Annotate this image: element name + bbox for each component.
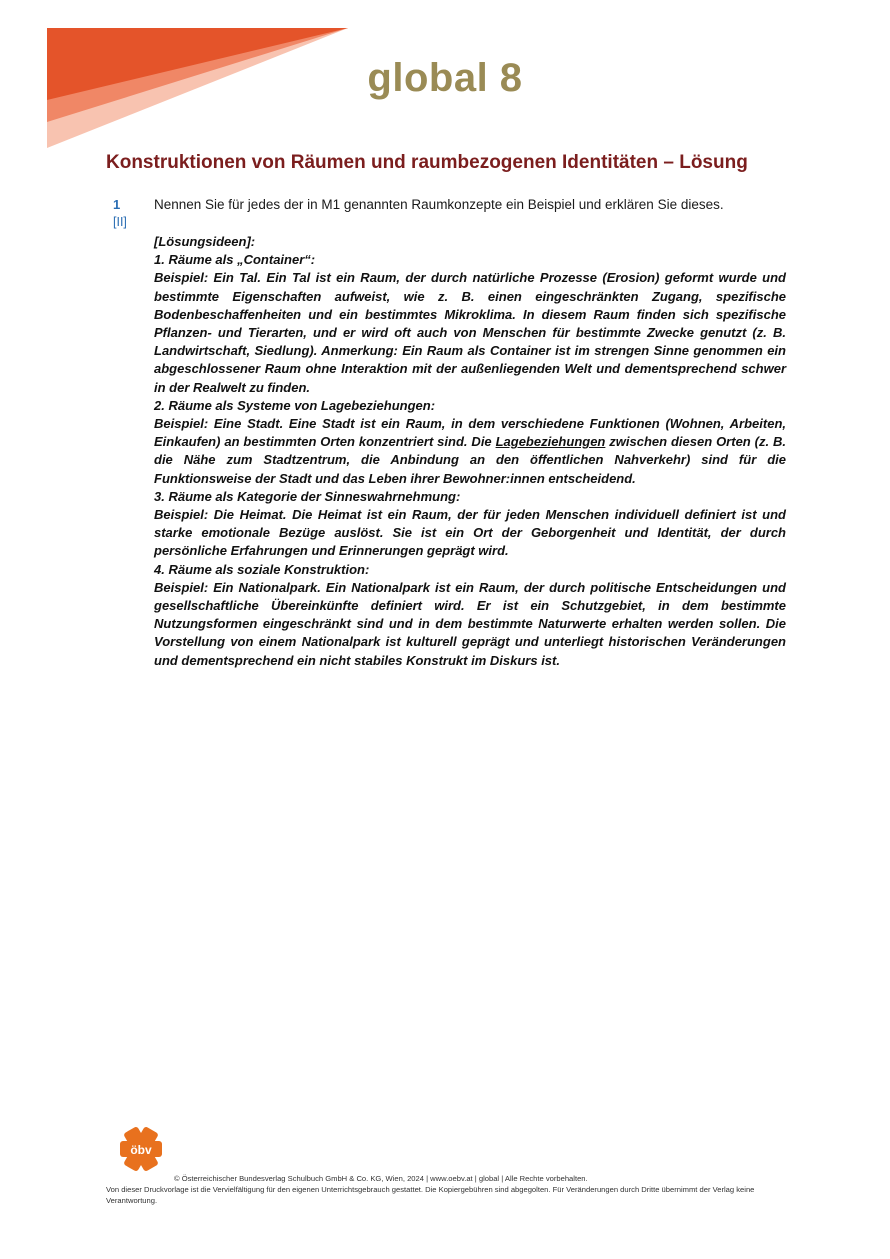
solution-text: [154, 415, 786, 488]
task-number: 1: [113, 197, 121, 212]
solution-heading: 2. Räume als Systeme von Lagebeziehungen:: [154, 397, 436, 413]
footer-disclaimer: Von dieser Druckvorlage ist die Vervielfältigung für den eigenen Unterrichtsgebrauch gestattet. Die Kopiergebühren sind abgegolten. Für Veränderungen durch Dritte übernimmt der Verlag keine Verantwortung.: [106, 1185, 755, 1205]
svg-text:öbv: öbv: [130, 1143, 152, 1157]
solution-heading: 1. Räume als „Container“:: [154, 252, 316, 268]
underlined-term: Lagebeziehungen: [495, 434, 606, 450]
solution-heading: 4. Räume als soziale Konstruktion:: [154, 561, 370, 577]
page-title: Konstruktionen von Räumen und raumbezogenen Identitäten – Lösung: [106, 152, 748, 173]
footer-copyright: © Österreichischer Bundesverlag Schulbuch GmbH & Co. KG, Wien, 2024 | www.oebv.at | global | Alle Rechte vorbehalten.: [174, 1174, 588, 1183]
solution-text-part: Beispiel: Eine Stadt. Eine Stadt ist ein Raum, in dem verschiedene Funktionen (Wohnen, Arbeiten, Einkaufen) an bestimmten Orten konzentriert sind. Die: [154, 416, 786, 450]
solution-text: Beispiel: Ein Tal. Ein Tal ist ein Raum, der durch natürliche Prozesse (Erosion) geformt wurde und bestimmte Eigenschaften aufweist, wie z. B. einen eingeschränkten Zugang, spezifische Bodenbeschaffenheiten und ein bestimmtes Mikroklima. In diesem Raum finden sich spezifische Pflanzen- und Tierarten, und er wird oft auch von Menschen für bestimmte Zwecke genutzt (z. B. Landwirtschaft, Siedlung). Anmerkung: Ein Raum als Container ist im strengen Sinne genommen ein abgeschlossener Raum ohne Interaktion mit der außenliegenden Welt und dementsprechend schwer in der Realwelt zu finden.: [154, 270, 786, 395]
brand-title: global 8: [367, 56, 523, 100]
task-text: Nennen Sie für jedes der in M1 genannten Raumkonzepte ein Beispiel und erklären Sie dieses.: [154, 197, 724, 212]
solution-heading: 3. Räume als Kategorie der Sinneswahrnehmung:: [154, 488, 461, 504]
task-level: [II]: [113, 215, 127, 229]
solution-text: Beispiel: Ein Nationalpark. Ein Nationalpark ist ein Raum, der durch politische Entscheidungen und gesellschaftliche Übereinkünfte definiert wird. Er ist ein Schutzgebiet, in dem bestimmte Nutzungsformen eingeschränkt sind und in dem bestimmte Naturwerte erhalten werden sollen. Die Vorstellung von einem Nationalpark ist kulturell geprägt und unterliegt historischen Veränderungen und dementsprechend ein nicht stabiles Konstrukt im Diskurs ist.: [154, 579, 786, 668]
solution-text-part: zwischen diesen Orten (z. B. die Nähe zum Stadtzentrum, die Anbindung an den öffentlichen Nahverkehr) sind für die Funktionsweise der Stadt und das Leben ihrer Bewohner:innen entscheidend.: [154, 434, 786, 486]
solution-label: [Lösungsideen]:: [154, 234, 256, 249]
solution-block: [154, 233, 786, 670]
footer: [106, 1173, 786, 1206]
solution-text: Beispiel: Die Heimat. Die Heimat ist ein Raum, der für jeden Menschen individuell definiert ist und starke emotionale Bezüge auslöst. Sie ist ein Ort der Geborgenheit und Identität, der durch persönliche Erfahrungen und Erinnerungen geprägt wird.: [154, 507, 786, 559]
oebv-logo: [118, 1125, 164, 1173]
